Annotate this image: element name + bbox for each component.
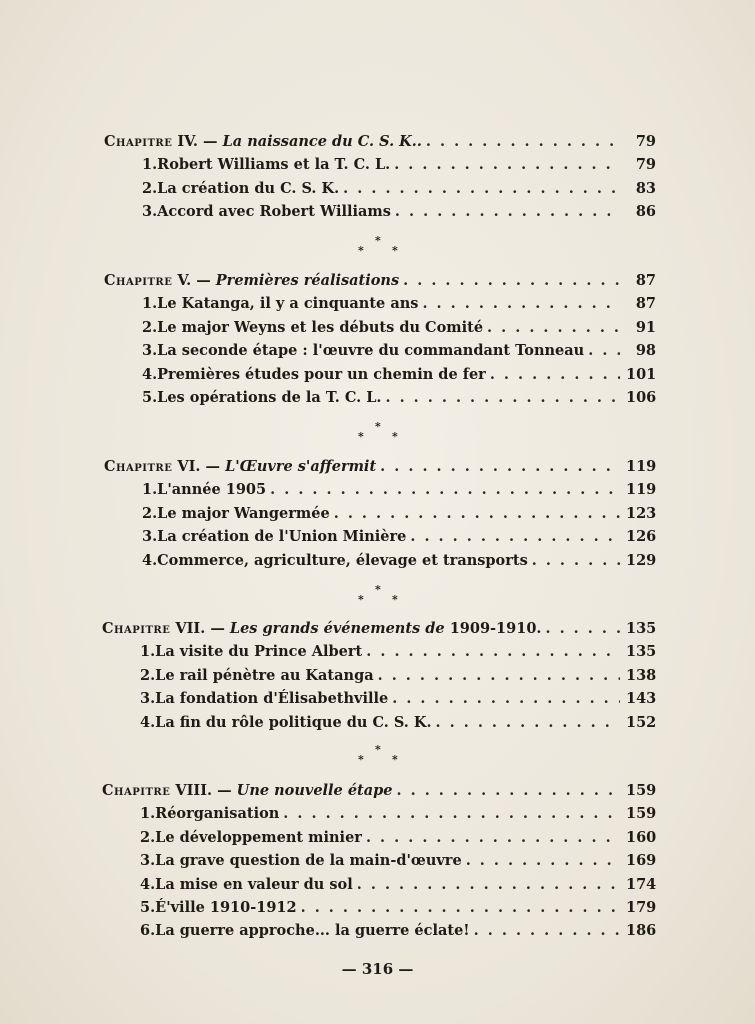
- section-title: Robert Williams et la T. C. L.: [157, 156, 391, 174]
- chapter-numeral: VIII.: [175, 782, 213, 799]
- leader-dots: [426, 133, 620, 150]
- section-page-number: 159: [626, 805, 657, 823]
- section-page-number: 119: [626, 481, 657, 499]
- section-title: La guerre approche... la guerre éclate!: [155, 922, 470, 940]
- section-page-number: 169: [626, 852, 657, 870]
- section-page-number: 152: [626, 713, 657, 731]
- section-number: 1.: [142, 295, 158, 313]
- chapter-title: La naissance du C. S. K..: [222, 133, 422, 150]
- section-title: Réorganisation: [155, 805, 280, 823]
- leader-dots: [392, 690, 620, 707]
- chapter-viii: [102, 782, 656, 946]
- separator-star: *: [358, 753, 364, 766]
- section-entry: [102, 643, 656, 666]
- section-page-number: 174: [626, 875, 657, 893]
- page-number-footer: — 316 —: [341, 960, 414, 978]
- section-entry: [102, 667, 656, 690]
- leader-dots: [436, 714, 620, 731]
- leader-dots: [343, 180, 620, 197]
- leader-dots: [385, 389, 620, 406]
- chapter-v: [104, 272, 656, 412]
- section-title: La fin du rôle politique du C. S. K.: [155, 713, 432, 731]
- separator-star: *: [375, 743, 381, 756]
- section-number: 1.: [142, 481, 158, 499]
- chapter-dash: —: [210, 620, 225, 637]
- section-entry: [104, 203, 656, 226]
- section-entry: [104, 481, 656, 504]
- section-title: Le développement minier: [155, 828, 362, 846]
- chapter-heading: [104, 133, 656, 156]
- section-number: 3.: [142, 528, 158, 546]
- section-title: Accord avec Robert Williams: [157, 203, 391, 221]
- section-number: 2.: [142, 318, 158, 336]
- separator-star: *: [392, 430, 398, 443]
- section-title: La mise en valeur du sol: [155, 875, 353, 893]
- leader-dots: [487, 319, 620, 336]
- leader-dots: [588, 342, 620, 359]
- section-title: Les opérations de la T. C. L.: [157, 388, 382, 406]
- section-page-number: 129: [626, 551, 657, 569]
- chapter-page-number: 87: [635, 272, 656, 289]
- section-number: 3.: [142, 342, 158, 360]
- leader-dots: [378, 667, 620, 684]
- leader-dots: [334, 505, 620, 522]
- section-page-number: 126: [626, 528, 657, 546]
- section-title: Premières études pour un chemin de fer: [157, 365, 486, 383]
- leader-dots: [545, 620, 620, 637]
- section-separator: [356, 743, 406, 767]
- leader-dots: [474, 922, 620, 939]
- section-page-number: 143: [626, 690, 657, 708]
- separator-star: *: [375, 420, 381, 433]
- section-number: 5.: [140, 898, 156, 916]
- section-entry: [104, 528, 656, 551]
- section-page-number: 186: [626, 922, 657, 940]
- section-page-number: 101: [626, 365, 657, 383]
- chapter-heading: [102, 620, 656, 643]
- chapter-heading: [104, 458, 656, 481]
- chapter-label: Chapitre: [102, 782, 171, 799]
- section-entry: [104, 180, 656, 203]
- chapter-numeral: V.: [177, 272, 192, 289]
- section-page-number: 79: [635, 156, 656, 174]
- chapter-dash: —: [205, 458, 221, 475]
- chapter-dash: —: [196, 272, 211, 289]
- section-number: 5.: [142, 388, 158, 406]
- section-page-number: 87: [635, 295, 656, 313]
- section-number: 4.: [142, 365, 158, 383]
- chapter-title: L'Œuvre s'affermit: [225, 458, 377, 475]
- section-title: La grave question de la main-d'œuvre: [155, 852, 462, 870]
- section-title: É'ville 1910-1912: [155, 898, 297, 916]
- section-title: L'année 1905: [157, 481, 267, 499]
- section-number: 2.: [142, 179, 158, 197]
- section-number: 1.: [142, 156, 158, 174]
- chapter-heading: [102, 782, 656, 805]
- chapter-iv: [104, 133, 656, 227]
- chapter-vii: [102, 620, 656, 737]
- section-number: 2.: [142, 504, 158, 522]
- chapter-numeral: VII.: [175, 620, 206, 637]
- section-number: 6.: [140, 922, 156, 940]
- section-entry: [104, 389, 656, 412]
- leader-dots: [270, 481, 620, 498]
- separator-star: *: [358, 593, 364, 606]
- chapter-page-number: 135: [626, 620, 657, 637]
- chapter-label: Chapitre: [104, 458, 173, 475]
- leader-dots: [403, 272, 620, 289]
- section-number: 3.: [142, 203, 158, 221]
- section-title: Le major Wangermée: [157, 504, 330, 522]
- section-entry: [104, 366, 656, 389]
- section-entry: [102, 714, 656, 737]
- section-number: 2.: [140, 828, 156, 846]
- chapter-vi: [104, 458, 656, 575]
- section-page-number: 106: [626, 388, 657, 406]
- section-page-number: 91: [635, 318, 656, 336]
- section-entry: [102, 899, 656, 922]
- chapter-numeral: IV.: [177, 133, 198, 150]
- leader-dots: [366, 643, 620, 660]
- section-title: Le rail pénètre au Katanga: [155, 666, 374, 684]
- section-title: Le Katanga, il y a cinquante ans: [157, 295, 419, 313]
- section-entry: [104, 342, 656, 365]
- chapter-dash: —: [203, 133, 218, 150]
- section-separator: [356, 234, 406, 258]
- section-entry: [102, 876, 656, 899]
- chapter-page-number: 79: [635, 133, 656, 150]
- section-title: La création du C. S. K.: [157, 179, 340, 197]
- section-number: 3.: [140, 852, 156, 870]
- chapter-heading: [104, 272, 656, 295]
- section-number: 1.: [140, 643, 156, 661]
- chapter-label: Chapitre: [104, 272, 173, 289]
- section-title: La création de l'Union Minière: [157, 528, 407, 546]
- section-title: Commerce, agriculture, élevage et transports: [157, 551, 528, 569]
- section-title: Le major Weyns et les débuts du Comité: [157, 318, 484, 336]
- section-number: 4.: [140, 875, 156, 893]
- section-entry: [102, 922, 656, 945]
- chapter-numeral: VI.: [177, 458, 201, 475]
- section-number: 3.: [140, 690, 156, 708]
- section-entry: [102, 829, 656, 852]
- chapter-title-year: 1909-1910.: [449, 620, 542, 637]
- section-page-number: 86: [635, 203, 656, 221]
- leader-dots: [422, 295, 620, 312]
- section-page-number: 83: [635, 179, 656, 197]
- section-number: 2.: [140, 666, 156, 684]
- section-number: 4.: [140, 713, 156, 731]
- section-title: La seconde étape : l'œuvre du commandant Tonneau: [157, 342, 585, 360]
- separator-star: *: [392, 593, 398, 606]
- leader-dots: [410, 528, 620, 545]
- section-separator: [356, 583, 406, 607]
- section-entry: [102, 805, 656, 828]
- leader-dots: [357, 876, 620, 893]
- section-entry: [102, 852, 656, 875]
- section-page-number: 179: [626, 898, 657, 916]
- section-entry: [104, 319, 656, 342]
- section-separator: [356, 420, 406, 444]
- section-page-number: 135: [626, 643, 657, 661]
- leader-dots: [397, 782, 620, 799]
- chapter-page-number: 119: [626, 458, 657, 475]
- separator-star: *: [392, 244, 398, 257]
- section-entry: [104, 156, 656, 179]
- leader-dots: [380, 458, 620, 475]
- separator-star: *: [392, 753, 398, 766]
- chapter-page-number: 159: [626, 782, 657, 799]
- chapter-title: Les grands événements de: [229, 620, 445, 637]
- separator-star: *: [375, 234, 381, 247]
- leader-dots: [366, 829, 620, 846]
- leader-dots: [490, 366, 620, 383]
- section-page-number: 160: [626, 828, 657, 846]
- section-entry: [102, 690, 656, 713]
- section-page-number: 138: [626, 666, 657, 684]
- leader-dots: [395, 203, 620, 220]
- leader-dots: [301, 899, 620, 916]
- leader-dots: [283, 805, 620, 822]
- chapter-label: Chapitre: [102, 620, 171, 637]
- separator-star: *: [358, 430, 364, 443]
- section-number: 1.: [140, 805, 156, 823]
- section-entry: [104, 505, 656, 528]
- section-title: La visite du Prince Albert: [155, 643, 363, 661]
- section-entry: [104, 552, 656, 575]
- section-number: 4.: [142, 551, 158, 569]
- leader-dots: [394, 156, 620, 173]
- section-entry: [104, 295, 656, 318]
- section-page-number: 123: [626, 504, 657, 522]
- separator-star: *: [358, 244, 364, 257]
- chapter-title: Premières réalisations: [215, 272, 400, 289]
- chapter-label: Chapitre: [104, 133, 173, 150]
- section-page-number: 98: [635, 342, 656, 360]
- separator-star: *: [375, 583, 381, 596]
- section-title: La fondation d'Élisabethville: [155, 690, 389, 708]
- leader-dots: [532, 552, 620, 569]
- chapter-title: Une nouvelle étape: [236, 782, 393, 799]
- leader-dots: [466, 852, 620, 869]
- chapter-dash: —: [217, 782, 232, 799]
